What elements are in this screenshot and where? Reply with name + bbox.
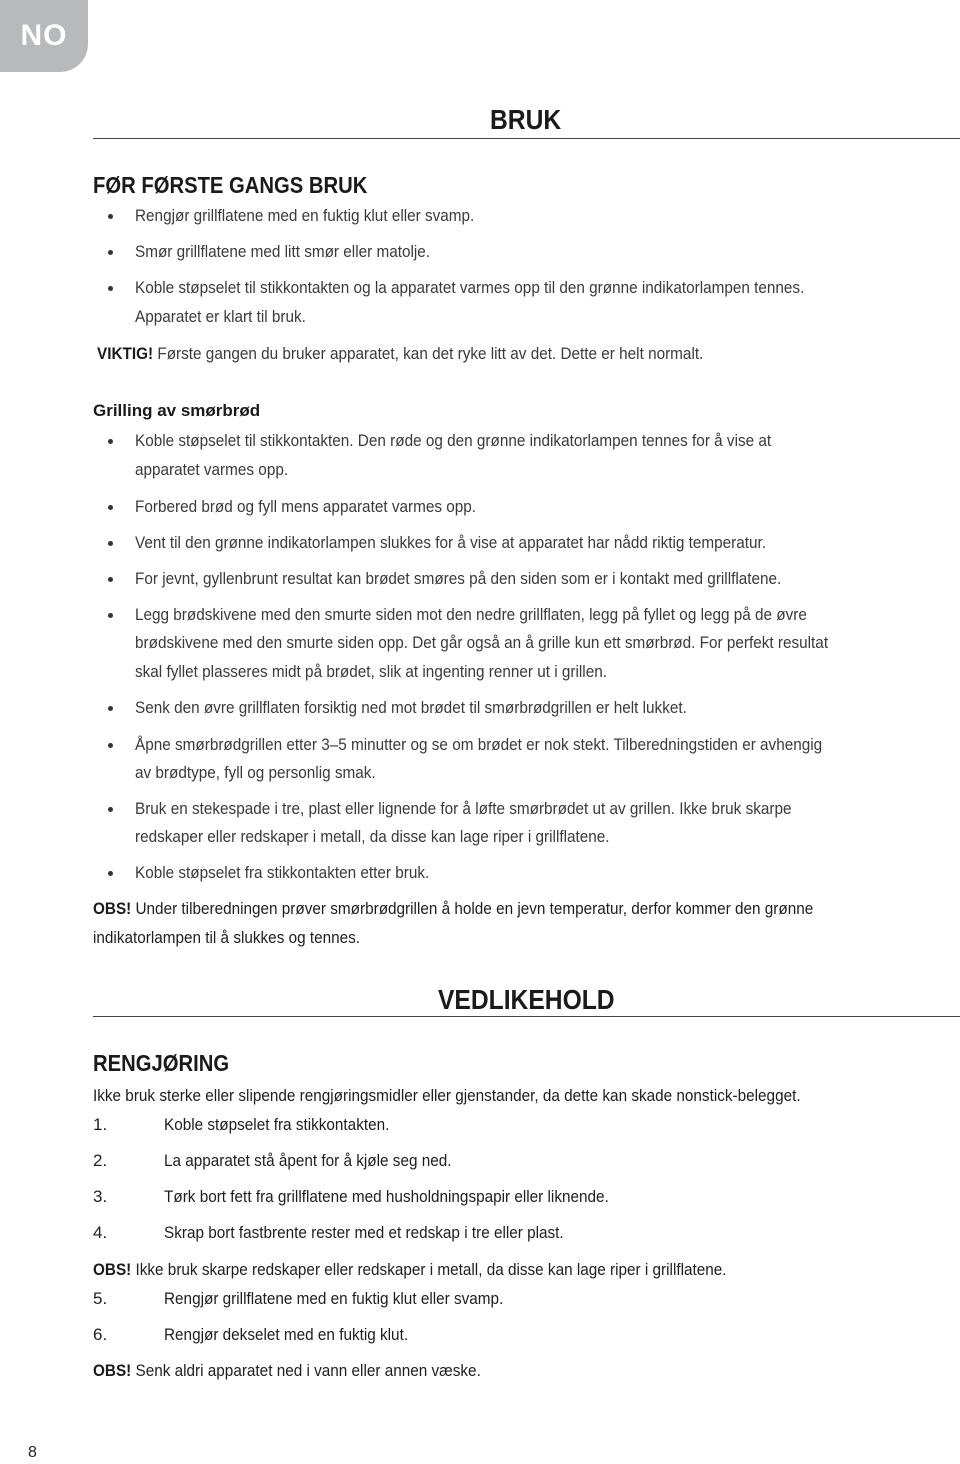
list-item-continuation: redskaper eller redskaper i metall, da disse kan lage riper i grillflatene. [135,827,610,846]
note-text: Senk aldri apparatet ned i vann eller annen væske. [131,1361,481,1380]
list-item: Bruk en stekespade i tre, plast eller lignende for å løfte smørbrødet ut av grillen. Ikke bruk skarpe [135,799,792,818]
list-item: Vent til den grønne indikatorlampen slukkes for å vise at apparatet har nådd riktig temperatur. [135,533,767,552]
bullet-icon [108,250,113,255]
grilling-note-continuation: indikatorlampen til å slukkes og tennes. [93,928,361,947]
list-item-continuation: apparatet varmes opp. [135,460,289,479]
cleaning-note [93,1259,727,1281]
step-number: 5. [93,1289,108,1308]
section-title-vedlikehold: VEDLIKEHOLD [438,984,615,1015]
step-number: 1. [93,1115,108,1134]
list-item: Legg brødskivene med den smurte siden mot den nedre grillflaten, legg på fyllet og legg på de øvre [135,605,807,624]
list-item: Koble støpselet til stikkontakten og la apparatet varmes opp til den grønne indikatorlampen tennes. [135,278,805,297]
list-item: Rengjør grillflatene med en fuktig klut eller svamp. [135,206,475,225]
page-number: 8 [28,1444,37,1461]
list-item-continuation: skal fyllet plasseres midt på brødet, slik at ingenting renner ut i grillen. [135,662,607,681]
heading-grilling: Grilling av smørbrød [93,401,261,420]
bullet-icon [108,541,113,546]
list-item-continuation: Apparatet er klart til bruk. [135,307,306,326]
step-text: La apparatet stå åpent for å kjøle seg ned. [164,1151,452,1170]
note-label: OBS! [93,899,132,918]
step-text: Rengjør dekselet med en fuktig klut. [164,1325,409,1344]
list-item: For jevnt, gyllenbrunt resultat kan brødet smøres på den siden som er i kontakt med grillflatene. [135,569,782,588]
step-text: Tørk bort fett fra grillflatene med husholdningspapir eller liknende. [164,1187,609,1206]
bullet-icon [108,439,113,444]
bullet-icon [108,505,113,510]
bullet-icon [108,807,113,812]
bullet-icon [108,214,113,219]
step-number: 2. [93,1151,108,1170]
note-text: Under tilberedningen prøver smørbrødgrillen å holde en jevn temperatur, derfor kommer den grønne [131,899,814,918]
step-text: Rengjør grillflatene med en fuktig klut eller svamp. [164,1289,504,1308]
note-label: OBS! [93,1361,132,1380]
heading-cleaning: RENGJØRING [93,1050,230,1076]
language-tab: NO [0,0,88,72]
important-note [97,343,703,365]
cleaning-note [93,1360,481,1382]
note-label: OBS! [93,1260,132,1279]
list-item: Forbered brød og fyll mens apparatet varmes opp. [135,497,477,516]
list-item: Koble støpselet fra stikkontakten etter bruk. [135,863,430,882]
list-item: Smør grillflatene med litt smør eller matolje. [135,242,431,261]
list-item-continuation: brødskivene med den smurte siden opp. Det går også an å grille kun ett smørbrød. For perfekt resultat [135,633,829,652]
list-item: Senk den øvre grillflaten forsiktig ned mot brødet til smørbrødgrillen er helt lukket. [135,698,687,717]
bullet-icon [108,871,113,876]
grilling-note [93,898,813,920]
step-text: Skrap bort fastbrente rester med et redskap i tre eller plast. [164,1223,564,1242]
bullet-icon [108,706,113,711]
step-text: Koble støpselet fra stikkontakten. [164,1115,390,1134]
list-item: Åpne smørbrødgrillen etter 3–5 minutter og se om brødet er nok stekt. Tilberedningstiden er avhengig [135,735,823,754]
cleaning-intro: Ikke bruk sterke eller slipende rengjøringsmidler eller gjenstander, da dette kan skade nonstick-belegget. [93,1086,801,1105]
heading-before-first-use: FØR FØRSTE GANGS BRUK [93,172,368,198]
section-rule [93,1016,960,1017]
note-text: Ikke bruk skarpe redskaper eller redskaper i metall, da disse kan lage riper i grillflatene. [131,1260,727,1279]
bullet-icon [108,577,113,582]
bullet-icon [108,613,113,618]
list-item: Koble støpselet til stikkontakten. Den røde og den grønne indikatorlampen tennes for å vise at [135,431,772,450]
section-rule [93,138,960,139]
bullet-icon [108,743,113,748]
bullet-icon [108,286,113,291]
step-number: 6. [93,1325,108,1344]
list-item-continuation: av brødtype, fyll og personlig smak. [135,763,376,782]
important-text: Første gangen du bruker apparatet, kan det ryke litt av det. Dette er helt normalt. [153,344,704,363]
step-number: 3. [93,1187,108,1206]
important-label: VIKTIG! [97,344,154,363]
section-title-bruk: BRUK [490,104,562,135]
step-number: 4. [93,1223,108,1242]
